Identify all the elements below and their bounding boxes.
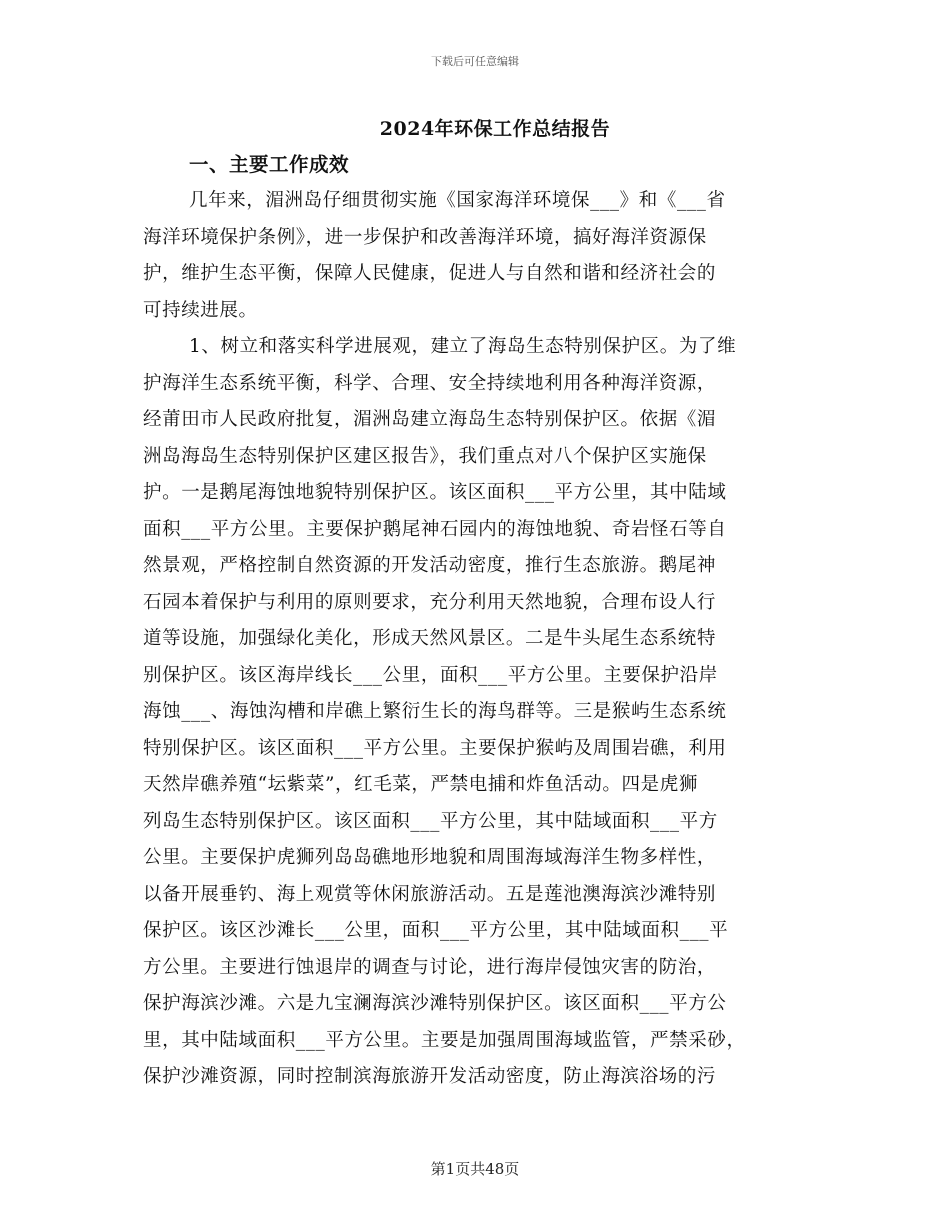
document-body <box>0 183 950 1096</box>
page-number-footer: 第1页共48页 <box>430 1160 520 1178</box>
body-line: 保护海滨沙滩。六是九宝澜海滨沙滩特别保护区。该区面积___平方公 <box>143 993 727 1014</box>
body-line: 可持续进展。 <box>143 299 258 321</box>
body-line: 然景观，严格控制自然资源的开发活动密度，推行生态旅游。鹅尾神 <box>143 555 717 576</box>
body-line: 海洋环境保护条例》，进一步保护和改善海洋环境，搞好海洋资源保 <box>143 226 707 248</box>
body-line: 护，维护生态平衡，保障人民健康，促进人与自然和谐和经济社会的 <box>143 263 717 284</box>
body-line: 1、树立和落实科学进展观，建立了海岛生态特别保护区。为了维 <box>189 336 737 357</box>
body-line: 保护区。该区沙滩长___公里，面积___平方公里，其中陆域面积___平 <box>143 920 729 941</box>
body-line: 别保护区。该区海岸线长___公里，面积___平方公里。主要保护沿岸 <box>143 664 718 686</box>
body-line: 道等设施，加强绿化美化，形成天然风景区。二是牛头尾生态系统特 <box>143 628 717 649</box>
document-title: 2024年环保工作总结报告 <box>379 118 611 140</box>
body-line: 护海洋生态系统平衡，科学、合理、安全持续地利用各种海洋资源， <box>143 372 717 394</box>
body-line: 石园本着保护与利用的原则要求，充分利用天然地貌，合理布设人行 <box>143 591 717 613</box>
body-line: 海蚀___、海蚀沟槽和岸礁上繁衍生长的海鸟群等。三是猴屿生态系统 <box>143 701 727 722</box>
body-line: 公里。主要保护虎狮列岛岛礁地形地貌和周围海域海洋生物多样性， <box>143 847 717 868</box>
page-header-note: 下载后可任意编辑 <box>431 55 519 68</box>
body-line: 面积___平方公里。主要保护鹅尾神石园内的海蚀地貌、奇岩怪石等自 <box>143 518 727 540</box>
body-line: 列岛生态特别保护区。该区面积___平方公里，其中陆域面积___平方 <box>143 810 718 832</box>
body-line: 洲岛海岛生态特别保护区建区报告》，我们重点对八个保护区实施保 <box>143 445 707 467</box>
section-heading: 一、主要工作成效 <box>189 153 350 176</box>
body-line: 经莆田市人民政府批复，湄洲岛建立海岛生态特别保护区。依据《湄 <box>143 409 717 430</box>
body-line: 几年来，湄洲岛仔细贯彻实施《国家海洋环境保___》和《___省 <box>189 190 726 211</box>
body-line: 特别保护区。该区面积___平方公里。主要保护猴屿及周围岩礁，利用 <box>143 737 727 759</box>
body-line: 护。一是鹅尾海蚀地貌特别保护区。该区面积___平方公里，其中陆域 <box>143 482 727 503</box>
body-line: 里，其中陆域面积___平方公里。主要是加强周围海域监管，严禁采砂， <box>143 1029 746 1051</box>
body-line: 以备开展垂钓、海上观赏等休闲旅游活动。五是莲池澳海滨沙滩特别 <box>143 883 717 905</box>
body-line: 天然岸礁养殖“坛紫菜”，红毛菜，严禁电捕和炸鱼活动。四是虎狮 <box>143 774 698 795</box>
body-line: 保护沙滩资源，同时控制滨海旅游开发活动密度，防止海滨浴场的污 <box>143 1066 717 1087</box>
body-line: 方公里。主要进行蚀退岸的调查与讨论，进行海岸侵蚀灾害的防治， <box>143 956 717 978</box>
